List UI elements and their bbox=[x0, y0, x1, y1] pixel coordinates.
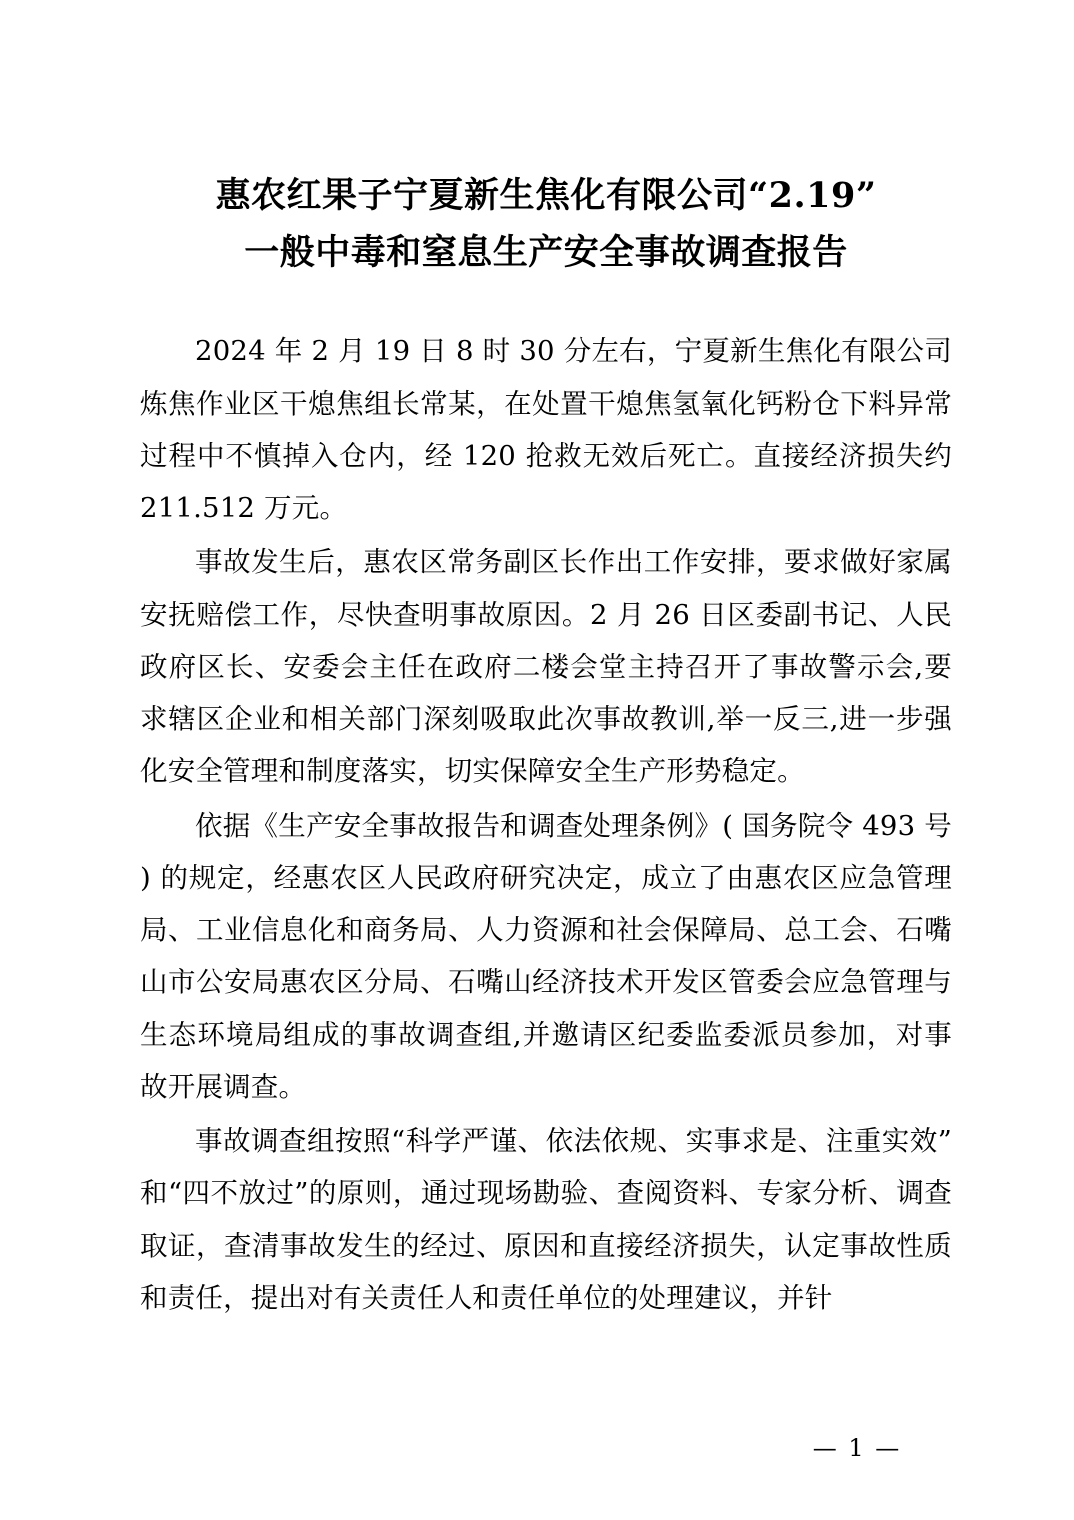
page-footer bbox=[0, 1434, 1074, 1462]
page-title-line-1: 惠农红果子宁夏新生焦化有限公司“2.19” bbox=[215, 175, 877, 216]
paragraph-4: 事故调查组按照“科学严谨、依法依规、实事求是、注重实效”和“四不放过”的原则，通过现场勘验、查阅资料、专家分析、调查取证，查清事故发生的经过、原因和直接经济损失，认定事故性质和责任，提出对有关责任人和责任单位的处理建议，并针 bbox=[140, 1125, 952, 1314]
paragraph-2: 事故发生后，惠农区常务副区长作出工作安排，要求做好家属安抚赔偿工作，尽快查明事故原因。2 月 26 日区委副书记、人民政府区长、安委会主任在政府二楼会堂主持召开了事故警示会,要求辖区企业和相关部门深刻吸取此次事故教训,举一反三,进一步强化安全管理和制度落实，切实保障安全生产形势稳定。 bbox=[140, 546, 952, 788]
page-title-line-2: 一般中毒和窒息生产安全事故调查报告 bbox=[244, 231, 848, 273]
page-number: — 1 — bbox=[812, 1434, 902, 1462]
page-title bbox=[140, 168, 952, 281]
document-body bbox=[140, 168, 952, 1326]
paragraph-3: 依据《生产安全事故报告和调查处理条例》( 国务院令 493 号 ) 的规定，经惠农区人民政府研究决定，成立了由惠农区应急管理局、工业信息化和商务局、人力资源和社会保障局、总工会、石嘴山市公安局惠农区分局、石嘴山经济技术开发区管委会应急管理与生态环境局组成的事故调查组,并邀请区纪委监委派员参加，对事故开展调查。 bbox=[140, 809, 952, 1103]
paragraph-1: 2024 年 2 月 19 日 8 时 30 分左右，宁夏新生焦化有限公司炼焦作业区干熄焦组长常某，在处置干熄焦氢氧化钙粉仓下料异常过程中不慎掉入仓内，经 120 抢救无效后死亡。直接经济损失约 211.512 万元。 bbox=[140, 335, 952, 525]
